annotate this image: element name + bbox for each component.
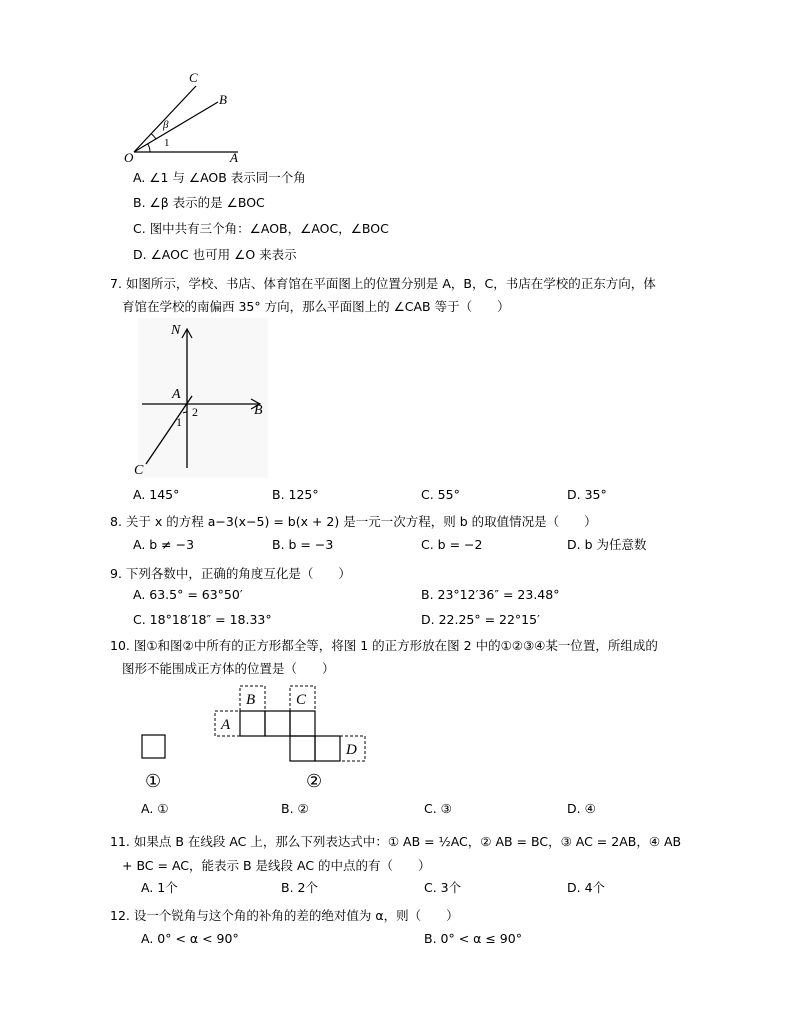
q8-option-a[interactable]: A. b ≠ −3: [133, 537, 195, 552]
q11-stem-line2: + BC = AC，能表示 B 是线段 AC 的中点的有（ ）: [122, 858, 431, 873]
q8-option-c[interactable]: C. b = −2: [421, 537, 483, 552]
angle-arc-beta: [151, 134, 156, 140]
q7-stem-line2: 育馆在学校的南偏西 35° 方向，那么平面图上的 ∠CAB 等于（ ）: [122, 299, 510, 314]
q10-option-a[interactable]: A. ①: [141, 801, 169, 816]
q11-option-b[interactable]: B. 2个: [281, 880, 318, 895]
q10-stem-line1: 10. 图①和图②中所有的正方形都全等，将图 1 的正方形放在图 2 中的①②③④某一位置，所组成的: [110, 638, 658, 653]
label-d: D: [346, 742, 357, 758]
fig2-label: ②: [306, 771, 323, 792]
q8-option-b[interactable]: B. b = −3: [272, 537, 334, 552]
label-a: A: [172, 387, 181, 402]
label-c: C: [189, 70, 198, 85]
fig1-label: ①: [145, 771, 162, 792]
q12-option-b[interactable]: B. 0° < α ≤ 90°: [424, 931, 522, 946]
q7-stem-line1: 7. 如图所示，学校、书店、体育馆在平面图上的位置分别是 A，B，C，书店在学校的正东方向，体: [110, 276, 656, 291]
q10-option-b[interactable]: B. ②: [281, 801, 309, 816]
q9-option-a[interactable]: A. 63.5° = 63°50′: [133, 587, 243, 602]
q7-direction-svg: [130, 318, 280, 480]
net-square: [265, 711, 290, 736]
net-square: [315, 736, 340, 761]
label-c: C: [296, 692, 307, 708]
label-o: O: [124, 150, 134, 165]
q10-stem-line2: 图形不能围成正方体的位置是（ ）: [122, 661, 335, 676]
q6-option-c[interactable]: C. 图中共有三个角：∠AOB，∠AOC，∠BOC: [133, 221, 389, 236]
label-b: B: [219, 92, 227, 107]
q9-option-b[interactable]: B. 23°12′36″ = 23.48°: [421, 587, 560, 602]
label-b: B: [254, 403, 263, 418]
q6-angle-svg: [120, 68, 250, 166]
q7-option-c[interactable]: C. 55°: [421, 487, 460, 502]
q9-stem: 9. 下列各数中，正确的角度互化是（ ）: [110, 566, 351, 581]
q10-square-figure-1: [130, 686, 190, 794]
label-a: A: [230, 150, 238, 165]
net-square: [290, 736, 315, 761]
label-beta: β: [163, 119, 169, 131]
q7-option-d[interactable]: D. 35°: [567, 487, 607, 502]
q7-direction-figure: [130, 318, 280, 480]
q10-fig1-svg: [130, 686, 190, 794]
q7-option-a[interactable]: A. 145°: [133, 487, 180, 502]
label-b: B: [246, 692, 256, 708]
q11-option-c[interactable]: C. 3个: [424, 880, 462, 895]
angle-arc-1: [148, 144, 151, 153]
q9-option-d[interactable]: D. 22.25° = 22°15′: [421, 612, 540, 627]
q8-option-d[interactable]: D. b 为任意数: [567, 537, 647, 552]
q10-option-c[interactable]: C. ③: [424, 801, 452, 816]
label-n: N: [171, 323, 181, 338]
label-1: 1: [164, 137, 170, 149]
q11-option-d[interactable]: D. 4个: [567, 880, 606, 895]
label-c: C: [134, 463, 144, 478]
q8-stem: 8. 关于 x 的方程 a−3(x−5) = b(x + 2) 是一元一次方程，则 b 的取值情况是（ ）: [110, 514, 597, 529]
q10-fig2-svg: [205, 683, 380, 795]
q9-option-c[interactable]: C. 18°18′18″ = 18.33°: [133, 612, 272, 627]
q6-angle-figure: [120, 68, 250, 166]
q7-option-b[interactable]: B. 125°: [272, 487, 319, 502]
q6-option-a[interactable]: A. ∠1 与 ∠AOB 表示同一个角: [133, 170, 306, 185]
ray-ob: [134, 102, 218, 152]
q6-option-d[interactable]: D. ∠AOC 也可用 ∠O 来表示: [133, 247, 297, 262]
label-2: 2: [192, 405, 198, 419]
q12-stem: 12. 设一个锐角与这个角的补角的差的绝对值为 α，则（ ）: [110, 908, 459, 923]
net-square: [290, 711, 315, 736]
net-square: [240, 711, 265, 736]
label-a: A: [221, 717, 231, 733]
label-1: 1: [176, 415, 182, 429]
q10-option-d[interactable]: D. ④: [567, 801, 596, 816]
q10-net-figure-2: [205, 683, 380, 795]
q11-stem-line1: 11. 如果点 B 在线段 AC 上，那么下列表达式中：① AB = ½AC，② AB = BC，③ AC = 2AB，④ AB: [110, 834, 682, 849]
q6-option-b[interactable]: B. ∠β 表示的是 ∠BOC: [133, 195, 265, 210]
q11-option-a[interactable]: A. 1个: [141, 880, 178, 895]
single-square: [142, 735, 165, 758]
q12-option-a[interactable]: A. 0° < α < 90°: [141, 931, 239, 946]
